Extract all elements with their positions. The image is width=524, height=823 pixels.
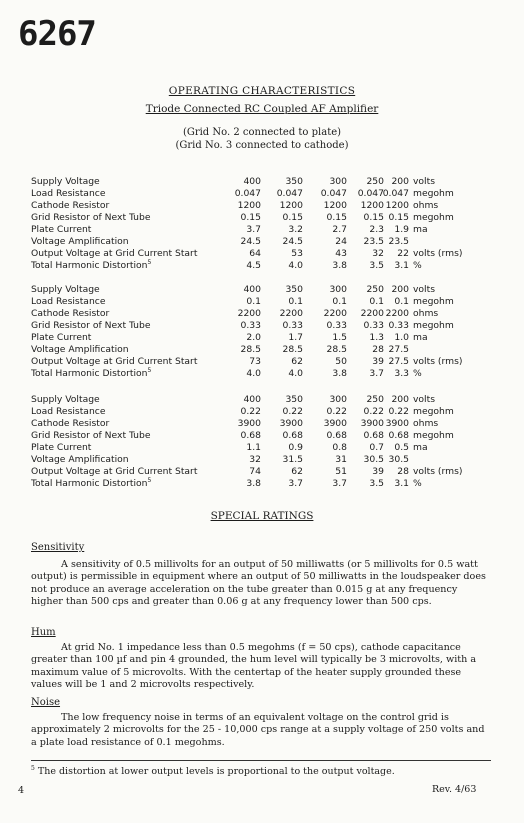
table-cell: 28.5 [282, 344, 303, 355]
table-cell: 0.22 [240, 406, 261, 417]
table-cell: 0.15 [282, 212, 303, 223]
table-cell: 300 [329, 176, 347, 187]
table-cell: 350 [285, 176, 303, 187]
row-label-text: Grid Resistor of Next Tube [31, 212, 151, 223]
unit-label: ma [413, 332, 428, 343]
table-cell: 350 [285, 284, 303, 295]
footnote-marker: 5 [31, 764, 35, 772]
table-cell: 50 [335, 356, 347, 367]
table-cell: 24 [335, 236, 347, 247]
row-label [31, 394, 100, 406]
row-label [31, 236, 129, 248]
connection-note-2: (Grid No. 3 connected to cathode) [175, 140, 349, 151]
unit-label: megohm [413, 296, 454, 307]
footnote-divider [31, 760, 491, 761]
table-cell: 0.1 [369, 296, 384, 307]
table-cell: 0.33 [240, 320, 261, 331]
table-cell: 0.68 [388, 430, 409, 441]
table-cell: 28 [397, 466, 409, 477]
table-cell: 22 [397, 248, 409, 259]
row-label-text: Load Resistance [31, 188, 106, 199]
table-cell: 3.1 [394, 260, 409, 271]
table-cell: 31.5 [282, 454, 303, 465]
unit-label: volts (rms) [413, 248, 463, 259]
unit-label: % [413, 478, 422, 489]
revision-label: Rev. 4/63 [432, 784, 477, 795]
table-cell: 0.15 [388, 212, 409, 223]
table-cell: 32 [249, 454, 261, 465]
table-cell: 200 [391, 394, 409, 405]
table-cell: 250 [366, 394, 384, 405]
table-cell: 3.7 [246, 224, 261, 235]
table-cell: 4.0 [288, 368, 303, 379]
table-cell: 1200 [237, 200, 261, 211]
row-label-text: Supply Voltage [31, 394, 100, 405]
table-cell: 3.1 [394, 478, 409, 489]
row-label [31, 466, 197, 478]
table-cell: 1.5 [332, 332, 347, 343]
table-cell: 0.68 [326, 430, 347, 441]
table-cell: 1200 [360, 200, 384, 211]
unit-label: volts [413, 176, 435, 187]
table-cell: 1.0 [394, 332, 409, 343]
table-cell: 24.5 [240, 236, 261, 247]
row-label-text: Voltage Amplification [31, 344, 129, 355]
row-label-text: Voltage Amplification [31, 454, 129, 465]
noise-text: The low frequency noise in terms of an equivalent voltage on the control grid is approximately 2 microvolts for the 25 - 10,000 cps range at a supply voltage of 250 volts and a plate load resistance of 0.1 megohms. [31, 712, 485, 748]
table-cell: 3900 [237, 418, 261, 429]
table-cell: 1200 [385, 200, 409, 211]
row-label-text: Cathode Resistor [31, 308, 110, 319]
table-cell: 74 [249, 466, 261, 477]
table-cell: 0.1 [332, 296, 347, 307]
table-cell: 1.7 [288, 332, 303, 343]
table-cell: 27.5 [388, 344, 409, 355]
sensitivity-paragraph [31, 559, 491, 609]
table-cell: 2200 [279, 308, 303, 319]
row-label [31, 332, 91, 344]
table-cell: 3.5 [369, 478, 384, 489]
table-cell: 3.8 [246, 478, 261, 489]
table-cell: 30.5 [388, 454, 409, 465]
table-cell: 31 [335, 454, 347, 465]
unit-label: megohm [413, 188, 454, 199]
noise-paragraph [31, 712, 491, 749]
table-cell: 3.8 [332, 260, 347, 271]
row-label [31, 320, 151, 332]
footnote [31, 766, 395, 777]
table-cell: 0.15 [240, 212, 261, 223]
footnote-ref: 5 [147, 476, 152, 484]
table-cell: 23.5 [363, 236, 384, 247]
row-label [31, 284, 100, 296]
table-cell: 0.9 [288, 442, 303, 453]
unit-label: volts [413, 394, 435, 405]
table-cell: 250 [366, 176, 384, 187]
table-cell: 28.5 [240, 344, 261, 355]
table-cell: 3900 [360, 418, 384, 429]
table-cell: 0.5 [394, 442, 409, 453]
row-label [31, 296, 105, 308]
sensitivity-text: A sensitivity of 0.5 millivolts for an output of 50 milliwatts (or 5 millivolts for 0.5 watt output) is permissible in equipment where an output of 50 milliwatts in the loudspeaker does not produce an average acceleration on the tube greater than 0.015 g at any frequency higher than 500 cps and greater than 0.06 g at any frequency lower than 500 cps. [31, 559, 486, 608]
table-cell: 39 [372, 356, 384, 367]
table-cell: 0.33 [326, 320, 347, 331]
row-label [31, 356, 197, 368]
table-cell: 0.22 [326, 406, 347, 417]
table-cell: 3.7 [332, 478, 347, 489]
table-cell: 0.1 [246, 296, 261, 307]
unit-label: ohms [413, 308, 439, 319]
unit-label: % [413, 368, 422, 379]
table-cell: 27.5 [388, 356, 409, 367]
table-cell: 2200 [360, 308, 384, 319]
table-cell: 0.047 [357, 188, 384, 199]
table-cell: 39 [372, 466, 384, 477]
table-cell: 0.1 [288, 296, 303, 307]
page-number: 4 [18, 785, 25, 796]
table-cell: 0.7 [369, 442, 384, 453]
table-cell: 0.33 [282, 320, 303, 331]
table-cell: 28 [372, 344, 384, 355]
unit-label: volts (rms) [413, 466, 463, 477]
row-label [31, 212, 151, 224]
row-label-text: Output Voltage at Grid Current Start [31, 466, 198, 477]
table-cell: 0.22 [388, 406, 409, 417]
unit-label: ohms [413, 200, 439, 211]
row-label-text: Output Voltage at Grid Current Start [31, 248, 198, 259]
row-label-text: Supply Voltage [31, 284, 100, 295]
table-cell: 0.22 [363, 406, 384, 417]
table-cell: 1.3 [369, 332, 384, 343]
unit-label: megohm [413, 320, 454, 331]
table-cell: 1.9 [394, 224, 409, 235]
row-label [31, 430, 151, 442]
noise-heading: Noise [31, 697, 61, 708]
table-cell: 0.047 [382, 188, 409, 199]
unit-label: megohm [413, 430, 454, 441]
row-label [31, 188, 105, 200]
footnote-text: The distortion at lower output levels is proportional to the output voltage. [37, 766, 395, 777]
footnote-ref: 5 [147, 366, 152, 374]
table-cell: 0.68 [282, 430, 303, 441]
table-cell: 0.15 [363, 212, 384, 223]
table-cell: 2200 [237, 308, 261, 319]
table-cell: 2.0 [246, 332, 261, 343]
table-cell: 0.1 [394, 296, 409, 307]
row-label-text: Cathode Resistor [31, 200, 110, 211]
table-cell: 24.5 [282, 236, 303, 247]
unit-label: volts (rms) [413, 356, 463, 367]
row-label-text: Plate Current [31, 442, 92, 453]
table-cell: 28.5 [326, 344, 347, 355]
unit-label: ma [413, 442, 428, 453]
table-cell: 73 [249, 356, 261, 367]
row-label [31, 406, 105, 418]
table-cell: 2200 [385, 308, 409, 319]
table-cell: 2.3 [369, 224, 384, 235]
table-cell: 200 [391, 176, 409, 187]
row-label-text: Cathode Resistor [31, 418, 110, 429]
table-cell: 300 [329, 284, 347, 295]
table-cell: 0.68 [363, 430, 384, 441]
row-label-text: Grid Resistor of Next Tube [31, 320, 151, 331]
table-cell: 400 [243, 284, 261, 295]
table-cell: 32 [372, 248, 384, 259]
table-cell: 4.5 [246, 260, 261, 271]
unit-label: volts [413, 284, 435, 295]
sensitivity-heading: Sensitivity [31, 542, 85, 553]
row-label-text: Supply Voltage [31, 176, 100, 187]
row-label [31, 478, 151, 490]
table-cell: 1.1 [246, 442, 261, 453]
table-cell: 250 [366, 284, 384, 295]
row-label [31, 224, 91, 236]
table-cell: 4.0 [246, 368, 261, 379]
row-label [31, 308, 109, 320]
hum-text: At grid No. 1 impedance less than 0.5 megohms (f = 50 cps), cathode capacitance greater than 100 µf and pin 4 grounded, the hum level will typically be 3 microvolts, with a maximum value of 5 microvolts. With the centertap of the heater supply grounded these values will be 1 and 2 microvolts respectively. [31, 642, 477, 691]
table-cell: 62 [291, 466, 303, 477]
table-cell: 51 [335, 466, 347, 477]
row-label [31, 418, 109, 430]
table-cell: 300 [329, 394, 347, 405]
table-cell: 3.3 [394, 368, 409, 379]
row-label [31, 454, 129, 466]
table-cell: 0.68 [240, 430, 261, 441]
table-cell: 3.7 [288, 478, 303, 489]
table-cell: 2.7 [332, 224, 347, 235]
row-label [31, 176, 100, 188]
row-label [31, 442, 91, 454]
table-cell: 3900 [385, 418, 409, 429]
table-cell: 0.047 [320, 188, 347, 199]
row-label-text: Plate Current [31, 224, 92, 235]
hum-paragraph [31, 642, 491, 692]
unit-label: ohms [413, 418, 439, 429]
table-cell: 4.0 [288, 260, 303, 271]
table-cell: 0.33 [388, 320, 409, 331]
table-cell: 3.8 [332, 368, 347, 379]
row-label-text: Total Harmonic Distortion [31, 260, 148, 271]
hum-heading: Hum [31, 627, 56, 638]
table-cell: 3.7 [369, 368, 384, 379]
table-cell: 400 [243, 176, 261, 187]
special-ratings-title: SPECIAL RATINGS [210, 510, 314, 522]
table-cell: 350 [285, 394, 303, 405]
connection-note-1: (Grid No. 2 connected to plate) [182, 127, 342, 138]
row-label-text: Plate Current [31, 332, 92, 343]
row-label [31, 368, 151, 380]
table-cell: 0.8 [332, 442, 347, 453]
table-cell: 62 [291, 356, 303, 367]
row-label-text: Grid Resistor of Next Tube [31, 430, 151, 441]
table-cell: 30.5 [363, 454, 384, 465]
table-cell: 3.2 [288, 224, 303, 235]
table-cell: 3.5 [369, 260, 384, 271]
table-cell: 1200 [323, 200, 347, 211]
table-cell: 400 [243, 394, 261, 405]
unit-label: % [413, 260, 422, 271]
table-cell: 3900 [323, 418, 347, 429]
section-subtitle: Triode Connected RC Coupled AF Amplifier [145, 103, 379, 115]
table-cell: 3900 [279, 418, 303, 429]
table-cell: 43 [335, 248, 347, 259]
row-label-text: Total Harmonic Distortion [31, 368, 148, 379]
table-cell: 0.047 [276, 188, 303, 199]
row-label [31, 248, 197, 260]
table-cell: 1200 [279, 200, 303, 211]
unit-label: megohm [413, 406, 454, 417]
row-label-text: Load Resistance [31, 296, 106, 307]
row-label [31, 260, 151, 272]
table-cell: 0.047 [234, 188, 261, 199]
table-cell: 2200 [323, 308, 347, 319]
table-cell: 0.22 [282, 406, 303, 417]
table-cell: 23.5 [388, 236, 409, 247]
table-cell: 0.15 [326, 212, 347, 223]
table-cell: 0.33 [363, 320, 384, 331]
section-title-operating: OPERATING CHARACTERISTICS [168, 85, 356, 97]
unit-label: ma [413, 224, 428, 235]
unit-label: megohm [413, 212, 454, 223]
row-label [31, 200, 109, 212]
row-label-text: Output Voltage at Grid Current Start [31, 356, 198, 367]
table-cell: 64 [249, 248, 261, 259]
row-label-text: Voltage Amplification [31, 236, 129, 247]
table-cell: 200 [391, 284, 409, 295]
footnote-ref: 5 [147, 258, 152, 266]
row-label-text: Load Resistance [31, 406, 106, 417]
tube-number: 6267 [18, 14, 96, 54]
row-label-text: Total Harmonic Distortion [31, 478, 148, 489]
row-label [31, 344, 129, 356]
table-cell: 53 [291, 248, 303, 259]
